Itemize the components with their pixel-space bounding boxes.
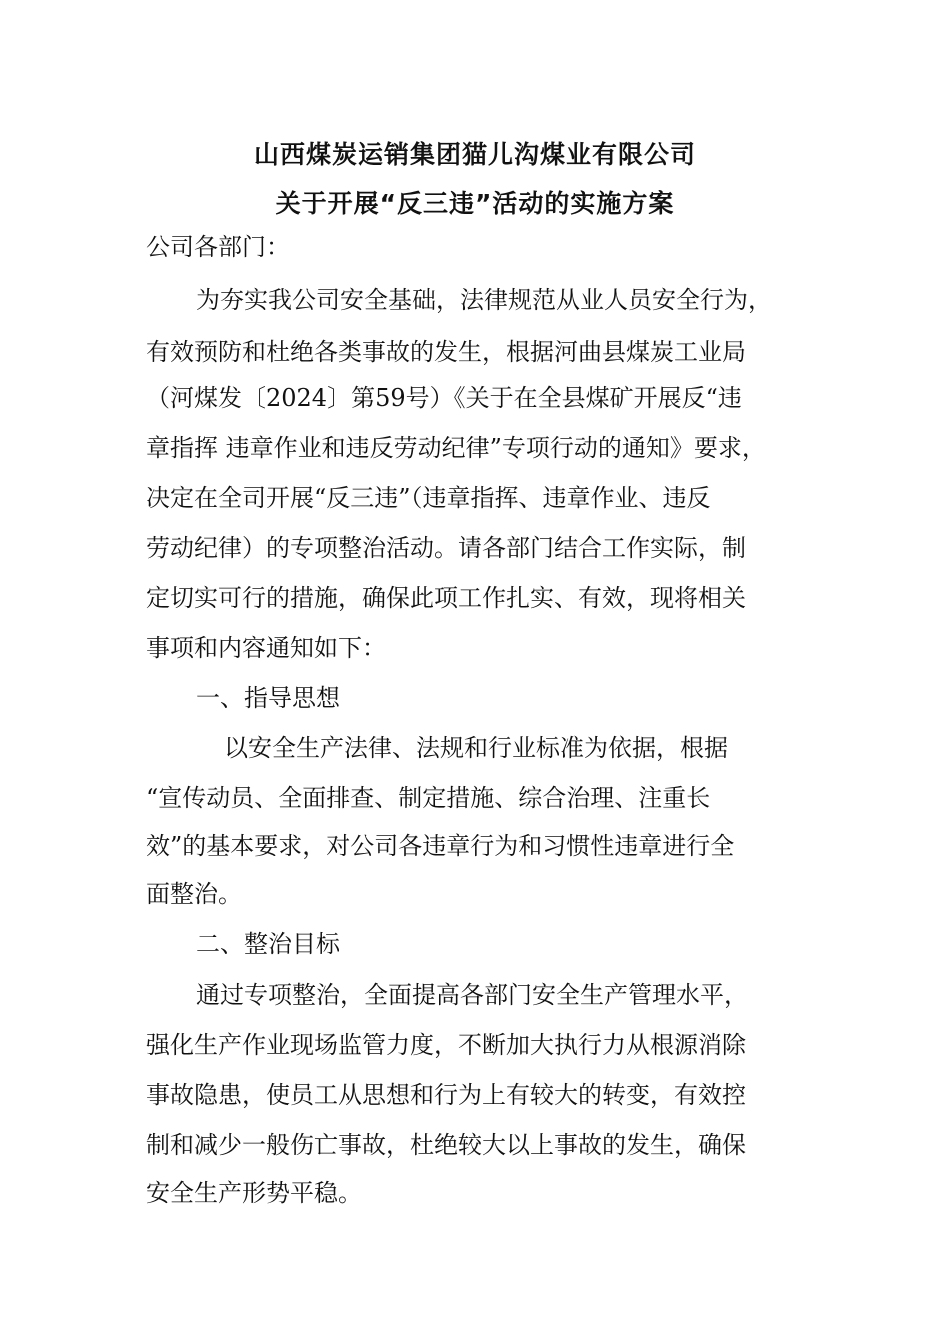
intro-line: 劳动纪律）的专项整治活动。请各部门结合工作实际，制 xyxy=(146,534,746,562)
section2-line: 通过专项整治，全面提高各部门安全生产管理水平， xyxy=(196,981,748,1009)
section1-heading: 一、指导思想 xyxy=(196,684,340,712)
intro-line: 事项和内容通知如下： xyxy=(146,634,386,662)
section2-line: 强化生产作业现场监管力度，不断加大执行力从根源消除 xyxy=(146,1031,746,1059)
section1-line: “宣传动员、全面排查、制定措施、综合治理、注重长 xyxy=(146,784,711,812)
section2-line: 制和减少一般伤亡事故，杜绝较大以上事故的发生，确保 xyxy=(146,1131,746,1159)
section1-line: 以安全生产法律、法规和行业标准为依据，根据 xyxy=(224,734,728,762)
intro-line: 章指挥 违章作业和违反劳动纪律”专项行动的通知》要求， xyxy=(146,434,766,462)
intro-line: （河煤发〔2024〕第59号）《关于在全县煤矿开展反“违 xyxy=(146,384,742,412)
section1-line: 面整治。 xyxy=(146,880,242,908)
intro-line: 决定在全司开展“反三违”（违章指挥、违章作业、违反 xyxy=(146,484,711,512)
intro-line: 为夯实我公司安全基础，法律规范从业人员安全行为， xyxy=(196,286,772,314)
section2-line: 事故隐患，使员工从思想和行为上有较大的转变，有效控 xyxy=(146,1081,746,1109)
intro-line: 定切实可行的措施，确保此项工作扎实、有效，现将相关 xyxy=(146,584,746,612)
section2-heading: 二、整治目标 xyxy=(196,930,340,958)
section2-line: 安全生产形势平稳。 xyxy=(146,1179,362,1207)
intro-line: 有效预防和杜绝各类事故的发生，根据河曲县煤炭工业局 xyxy=(146,338,746,366)
section1-line: 效”的基本要求，对公司各违章行为和习惯性违章进行全 xyxy=(146,832,735,860)
document-title-line1: 山西煤炭运销集团猫儿沟煤业有限公司 xyxy=(253,140,696,169)
document-title-line2: 关于开展“反三违”活动的实施方案 xyxy=(275,189,675,218)
salutation: 公司各部门： xyxy=(146,233,290,261)
